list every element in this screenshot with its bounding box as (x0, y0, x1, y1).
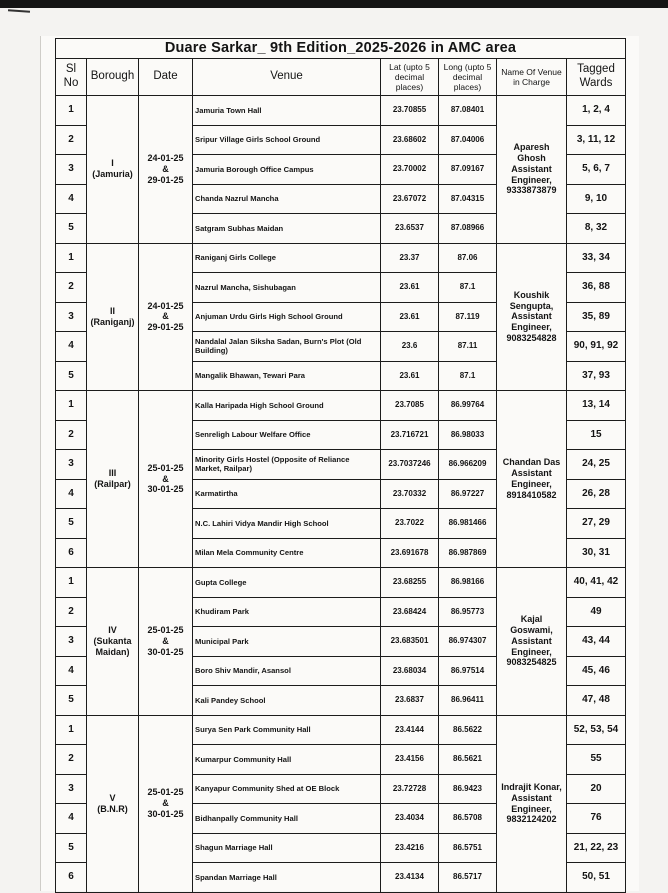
sl-cell: 2 (56, 420, 87, 450)
lat-cell: 23.7085 (381, 391, 439, 421)
corner-mark (8, 9, 30, 13)
lat-cell: 23.68424 (381, 597, 439, 627)
venue-cell: Nazrul Mancha, Sishubagan (193, 273, 381, 303)
sl-cell: 3 (56, 450, 87, 480)
sl-cell: 6 (56, 863, 87, 893)
long-cell: 86.98033 (439, 420, 497, 450)
wards-cell: 50, 51 (567, 863, 626, 893)
lat-cell: 23.70855 (381, 96, 439, 126)
wards-cell: 45, 46 (567, 656, 626, 686)
long-cell: 86.95773 (439, 597, 497, 627)
sl-cell: 3 (56, 155, 87, 185)
top-bar (0, 0, 668, 8)
wards-cell: 24, 25 (567, 450, 626, 480)
sl-cell: 5 (56, 686, 87, 716)
lat-cell: 23.7022 (381, 509, 439, 539)
lat-cell: 23.61 (381, 361, 439, 391)
cell-line: (Raniganj) (90, 316, 135, 327)
long-cell: 86.98166 (439, 568, 497, 598)
cell-line: 29-01-25 (147, 174, 184, 185)
lat-cell: 23.4144 (381, 715, 439, 745)
lat-cell: 23.716721 (381, 420, 439, 450)
wards-cell: 33, 34 (567, 243, 626, 273)
venue-cell: Municipal Park (193, 627, 381, 657)
venue-cell: Boro Shiv Mandir, Asansol (193, 656, 381, 686)
long-cell: 86.96411 (439, 686, 497, 716)
long-cell: 86.974307 (439, 627, 497, 657)
cell-line: Aparesh Ghosh (513, 142, 550, 164)
borough-cell (87, 243, 139, 391)
long-cell: 87.06 (439, 243, 497, 273)
cell-line: Assistant (511, 163, 552, 174)
wards-cell: 3, 11, 12 (567, 125, 626, 155)
cell-line: (Jamuria) (92, 169, 133, 180)
cell-line: Chandan Das (502, 457, 561, 468)
date-cell (139, 391, 193, 568)
borough-cell (87, 391, 139, 568)
wards-cell: 20 (567, 774, 626, 804)
cell-line: 9083254825 (506, 657, 557, 668)
venue-cell: Sripur Village Girls School Ground (193, 125, 381, 155)
cell-line: & (162, 311, 169, 322)
wards-cell: 15 (567, 420, 626, 450)
sl-cell: 4 (56, 184, 87, 214)
sl-cell: 3 (56, 774, 87, 804)
cell-line: I (111, 158, 114, 169)
wards-cell: 90, 91, 92 (567, 332, 626, 362)
long-cell: 87.1 (439, 273, 497, 303)
cell-line: Maidan) (95, 646, 130, 657)
borough-cell (87, 568, 139, 716)
cell-line: 8918410582 (506, 489, 557, 500)
sl-cell: 2 (56, 745, 87, 775)
cell-line: V (109, 792, 116, 803)
cell-line: Engineer, (511, 479, 552, 489)
cell-line: II (109, 305, 115, 316)
venue-cell: Spandan Marriage Hall (193, 863, 381, 893)
venue-cell: Surya Sen Park Community Hall (193, 715, 381, 745)
table-row (56, 391, 626, 421)
header-incharge: Name Of Venue in Charge (497, 59, 567, 96)
cell-line: III (108, 468, 117, 479)
venue-cell: Karmatirtha (193, 479, 381, 509)
venue-cell: Khudiram Park (193, 597, 381, 627)
long-cell: 87.119 (439, 302, 497, 332)
wards-cell: 55 (567, 745, 626, 775)
long-cell: 86.981466 (439, 509, 497, 539)
wards-cell: 36, 88 (567, 273, 626, 303)
header-lat: Lat (upto 5 decimal places) (381, 59, 439, 96)
cell-line: 30-01-25 (147, 646, 184, 657)
venue-cell: Satgram Subhas Maidan (193, 214, 381, 244)
cell-line: 30-01-25 (147, 808, 184, 819)
sl-cell: 5 (56, 833, 87, 863)
header-wards: Tagged Wards (567, 59, 626, 96)
lat-cell: 23.72728 (381, 774, 439, 804)
cell-line: Sengupta, (509, 300, 554, 311)
wards-cell: 5, 6, 7 (567, 155, 626, 185)
venue-cell: Kalla Haripada High School Ground (193, 391, 381, 421)
wards-cell: 13, 14 (567, 391, 626, 421)
date-cell (139, 243, 193, 391)
sl-cell: 1 (56, 715, 87, 745)
incharge-cell (497, 391, 567, 568)
wards-cell: 43, 44 (567, 627, 626, 657)
lat-cell: 23.691678 (381, 538, 439, 568)
cell-line: Assistant (511, 311, 552, 322)
wards-cell: 26, 28 (567, 479, 626, 509)
incharge-cell (497, 243, 567, 391)
cell-line: Assistant (511, 635, 552, 646)
venue-cell: Nandalal Jalan Siksha Sadan, Burn's Plot (Old Building) (193, 332, 381, 362)
cell-line: 24-01-25 (147, 300, 184, 311)
cell-line: Kajal Goswami, (510, 614, 553, 636)
lat-cell: 23.70332 (381, 479, 439, 509)
lat-cell: 23.68602 (381, 125, 439, 155)
cell-line: Engineer, (511, 646, 552, 657)
venue-cell: Shagun Marriage Hall (193, 833, 381, 863)
cell-line: Assistant (511, 468, 552, 479)
lat-cell: 23.4156 (381, 745, 439, 775)
incharge-cell (497, 568, 567, 716)
wards-cell: 52, 53, 54 (567, 715, 626, 745)
long-cell: 86.5622 (439, 715, 497, 745)
date-cell (139, 568, 193, 716)
header-long: Long (upto 5 decimal places) (439, 59, 497, 96)
cell-line: 25-01-25 (147, 787, 184, 798)
cell-line: Indrajit Konar, (501, 781, 562, 792)
wards-cell: 21, 22, 23 (567, 833, 626, 863)
cell-line: (B.N.R) (97, 803, 128, 814)
wards-cell: 49 (567, 597, 626, 627)
sl-cell: 1 (56, 391, 87, 421)
cell-line: 29-01-25 (147, 322, 184, 333)
long-cell: 86.5708 (439, 804, 497, 834)
cell-line: 9083254828 (506, 332, 557, 343)
long-cell: 86.99764 (439, 391, 497, 421)
sl-cell: 1 (56, 243, 87, 273)
lat-cell: 23.67072 (381, 184, 439, 214)
long-cell: 86.5751 (439, 833, 497, 863)
lat-cell: 23.70002 (381, 155, 439, 185)
long-cell: 86.97514 (439, 656, 497, 686)
date-cell (139, 715, 193, 892)
venue-cell: Chanda Nazrul Mancha (193, 184, 381, 214)
sl-cell: 4 (56, 332, 87, 362)
lat-cell: 23.6837 (381, 686, 439, 716)
venue-cell: Raniganj Girls College (193, 243, 381, 273)
cell-line: & (162, 798, 169, 809)
wards-cell: 1, 2, 4 (567, 96, 626, 126)
lat-cell: 23.7037246 (381, 450, 439, 480)
lat-cell: 23.4216 (381, 833, 439, 863)
table-row (56, 243, 626, 273)
lat-cell: 23.68034 (381, 656, 439, 686)
cell-line: (Railpar) (94, 479, 131, 489)
sl-cell: 2 (56, 125, 87, 155)
cell-line: Engineer, (511, 803, 552, 814)
cell-line: 24-01-25 (147, 153, 184, 164)
venue-cell: Jamuria Borough Office Campus (193, 155, 381, 185)
lat-cell: 23.4034 (381, 804, 439, 834)
sl-cell: 2 (56, 597, 87, 627)
incharge-cell (497, 96, 567, 244)
wards-cell: 27, 29 (567, 509, 626, 539)
header-borough: Borough (87, 59, 139, 96)
lat-cell: 23.68255 (381, 568, 439, 598)
long-cell: 86.5717 (439, 863, 497, 893)
venue-cell: Senreligh Labour Welfare Office (193, 420, 381, 450)
lat-cell: 23.6 (381, 332, 439, 362)
sl-cell: 2 (56, 273, 87, 303)
cell-line: Koushik (513, 289, 550, 300)
long-cell: 87.09167 (439, 155, 497, 185)
cell-line: Engineer, (511, 322, 552, 333)
long-cell: 87.04315 (439, 184, 497, 214)
header-venue: Venue (193, 59, 381, 96)
document-title: Duare Sarkar_ 9th Edition_2025-2026 in AMC area (56, 39, 626, 59)
long-cell: 87.1 (439, 361, 497, 391)
cell-line: Engineer, (511, 174, 552, 185)
sl-cell: 5 (56, 361, 87, 391)
cell-line: 9333873879 (506, 185, 557, 196)
cell-line: 25-01-25 (147, 625, 184, 636)
venue-cell: Kali Pandey School (193, 686, 381, 716)
venue-cell: Bidhanpally Community Hall (193, 804, 381, 834)
cell-line: 9832124202 (506, 814, 557, 825)
table-body (56, 96, 626, 893)
venue-cell: Kanyapur Community Shed at OE Block (193, 774, 381, 804)
table-row (56, 96, 626, 126)
lat-cell: 23.6537 (381, 214, 439, 244)
borough-cell (87, 96, 139, 244)
sl-cell: 4 (56, 656, 87, 686)
table-row (56, 568, 626, 598)
long-cell: 87.08401 (439, 96, 497, 126)
schedule-table (55, 38, 626, 893)
venue-cell: Milan Mela Community Centre (193, 538, 381, 568)
venue-cell: Gupta College (193, 568, 381, 598)
cell-line: Assistant (511, 792, 552, 803)
long-cell: 86.5621 (439, 745, 497, 775)
sl-cell: 1 (56, 568, 87, 598)
table-row (56, 715, 626, 745)
long-cell: 86.97227 (439, 479, 497, 509)
long-cell: 86.987869 (439, 538, 497, 568)
long-cell: 86.966209 (439, 450, 497, 480)
venue-cell: Kumarpur Community Hall (193, 745, 381, 775)
venue-cell: Mangalik Bhawan, Tewari Para (193, 361, 381, 391)
incharge-cell (497, 715, 567, 892)
venue-cell: Minority Girls Hostel (Opposite of Reliance Market, Railpar) (193, 450, 381, 480)
sl-cell: 4 (56, 479, 87, 509)
venue-cell: N.C. Lahiri Vidya Mandir High School (193, 509, 381, 539)
lat-cell: 23.61 (381, 273, 439, 303)
sl-cell: 1 (56, 96, 87, 126)
sl-cell: 3 (56, 627, 87, 657)
venue-cell: Jamuria Town Hall (193, 96, 381, 126)
venue-cell: Anjuman Urdu Girls High School Ground (193, 302, 381, 332)
wards-cell: 8, 32 (567, 214, 626, 244)
cell-line: 30-01-25 (147, 484, 184, 495)
cell-line: (Sukanta (93, 635, 132, 646)
wards-cell: 76 (567, 804, 626, 834)
long-cell: 86.9423 (439, 774, 497, 804)
long-cell: 87.04006 (439, 125, 497, 155)
header-sl: Sl No (56, 59, 87, 96)
header-date: Date (139, 59, 193, 96)
cell-line: & (162, 163, 169, 174)
sl-cell: 4 (56, 804, 87, 834)
wards-cell: 30, 31 (567, 538, 626, 568)
borough-cell (87, 715, 139, 892)
sl-cell: 5 (56, 509, 87, 539)
header-row (56, 59, 626, 96)
cell-line: 25-01-25 (147, 462, 184, 473)
lat-cell: 23.4134 (381, 863, 439, 893)
cell-line: IV (108, 625, 117, 636)
long-cell: 87.11 (439, 332, 497, 362)
wards-cell: 37, 93 (567, 361, 626, 391)
cell-line: & (162, 473, 169, 484)
wards-cell: 47, 48 (567, 686, 626, 716)
wards-cell: 35, 89 (567, 302, 626, 332)
sl-cell: 3 (56, 302, 87, 332)
lat-cell: 23.683501 (381, 627, 439, 657)
wards-cell: 9, 10 (567, 184, 626, 214)
cell-line: & (162, 635, 169, 646)
lat-cell: 23.61 (381, 302, 439, 332)
date-cell (139, 96, 193, 244)
sl-cell: 6 (56, 538, 87, 568)
long-cell: 87.08966 (439, 214, 497, 244)
wards-cell: 40, 41, 42 (567, 568, 626, 598)
sl-cell: 5 (56, 214, 87, 244)
lat-cell: 23.37 (381, 243, 439, 273)
